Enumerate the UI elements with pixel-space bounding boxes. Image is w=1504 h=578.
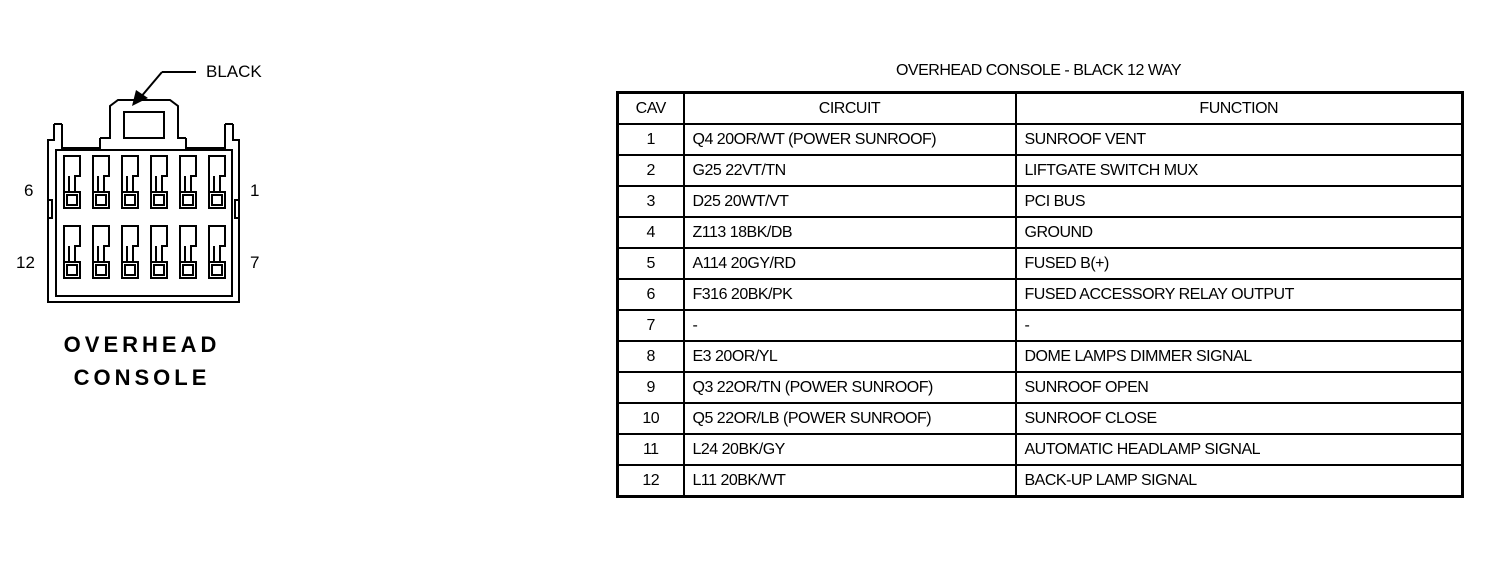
cell-function: - [1016,310,1463,341]
cell-function: SUNROOF OPEN [1016,372,1463,403]
cell-cav: 9 [618,372,684,403]
cavity [180,226,196,278]
cell-function: SUNROOF VENT [1016,124,1463,155]
cavity [209,226,225,278]
cell-circuit: - [684,310,1016,341]
header-cav: CAV [618,93,684,125]
cell-circuit: F316 20BK/PK [684,279,1016,310]
table-row [618,310,1463,341]
cell-function: BACK-UP LAMP SIGNAL [1016,465,1463,497]
cell-circuit: Q5 22OR/LB (POWER SUNROOF) [684,403,1016,434]
cell-circuit: A114 20GY/RD [684,248,1016,279]
cell-circuit: Z113 18BK/DB [684,217,1016,248]
cell-cav: 11 [618,434,684,465]
cell-circuit: Q3 22OR/TN (POWER SUNROOF) [684,372,1016,403]
cavity-label-12: 12 [16,253,35,272]
cell-function: SUNROOF CLOSE [1016,403,1463,434]
cell-circuit: G25 22VT/TN [684,155,1016,186]
table-row [618,341,1463,372]
cell-circuit: L24 20BK/GY [684,434,1016,465]
connector-title-line2: CONSOLE [73,365,211,390]
cavity [180,156,196,208]
cavity [93,156,109,208]
cavity [93,226,109,278]
cell-function: FUSED ACCESSORY RELAY OUTPUT [1016,279,1463,310]
cavity [122,156,138,208]
table-header-row [618,93,1463,125]
table-row [618,217,1463,248]
cavity-label-1: 1 [250,181,260,200]
cavity [151,226,167,278]
cell-function: AUTOMATIC HEADLAMP SIGNAL [1016,434,1463,465]
header-function: FUNCTION [1016,93,1463,125]
cell-cav: 5 [618,248,684,279]
connector-title-line1: OVERHEAD [63,332,221,357]
color-callout-label: BLACK [206,62,262,81]
cell-cav: 7 [618,310,684,341]
cavity [64,226,80,278]
cell-circuit: E3 20OR/YL [684,341,1016,372]
cell-circuit: L11 20BK/WT [684,465,1016,497]
cell-cav: 2 [618,155,684,186]
cell-function: LIFTGATE SWITCH MUX [1016,155,1463,186]
cell-circuit: Q4 20OR/WT (POWER SUNROOF) [684,124,1016,155]
table-row [618,403,1463,434]
connector-cavities [64,156,225,278]
cavity [122,226,138,278]
cell-circuit: D25 20WT/VT [684,186,1016,217]
cavity [151,156,167,208]
table-row [618,248,1463,279]
cell-function: GROUND [1016,217,1463,248]
table-row [618,124,1463,155]
cell-cav: 6 [618,279,684,310]
cell-cav: 10 [618,403,684,434]
cell-cav: 1 [618,124,684,155]
table-row [618,155,1463,186]
table-row [618,372,1463,403]
cavity [64,156,80,208]
cell-function: DOME LAMPS DIMMER SIGNAL [1016,341,1463,372]
cell-function: FUSED B(+) [1016,248,1463,279]
cell-cav: 8 [618,341,684,372]
cavity-label-7: 7 [250,253,260,272]
table-row [618,279,1463,310]
connector-diagram [0,0,600,420]
cell-cav: 12 [618,465,684,497]
table-title: OVERHEAD CONSOLE - BLACK 12 WAY [895,62,1182,79]
cavity [209,156,225,208]
table-row [618,186,1463,217]
cell-function: PCI BUS [1016,186,1463,217]
header-circuit: CIRCUIT [684,93,1016,125]
cavity-label-6: 6 [24,181,34,200]
table-row [618,434,1463,465]
cell-cav: 3 [618,186,684,217]
table-row [618,465,1463,497]
cell-cav: 4 [618,217,684,248]
pinout-table [616,91,1464,498]
